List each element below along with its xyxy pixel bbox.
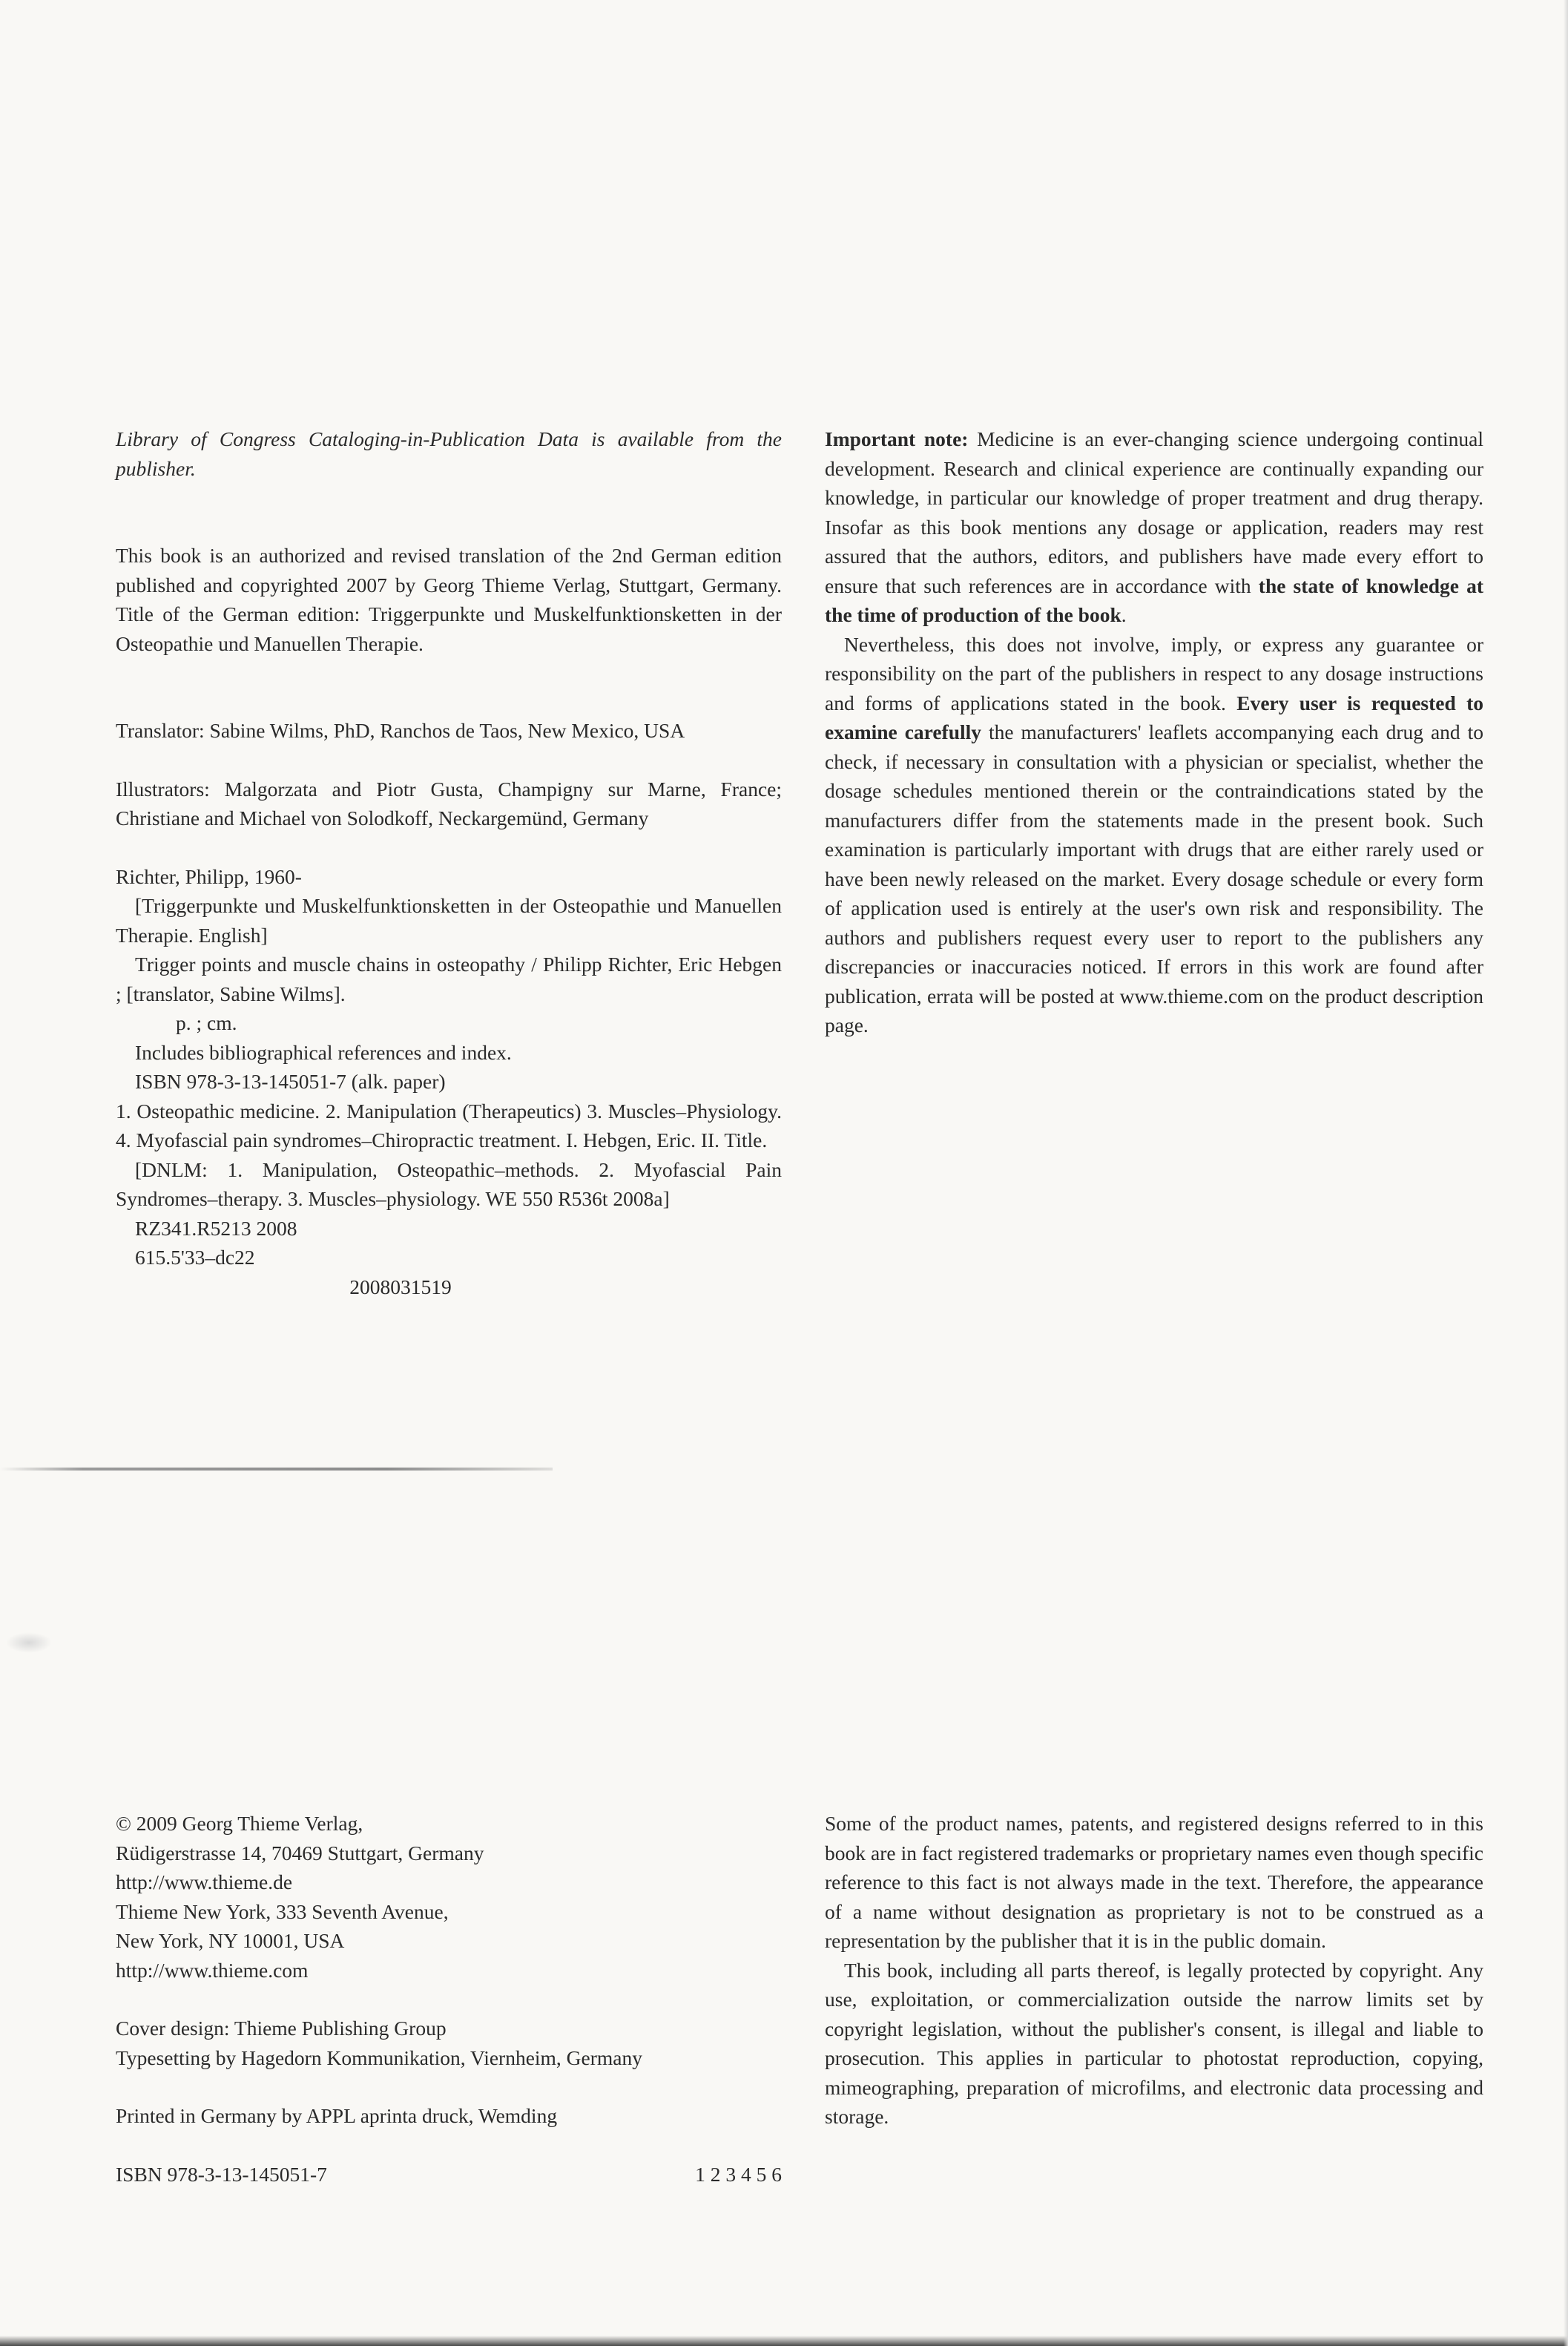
cip-physical	[116, 1008, 782, 1038]
copyright-block	[116, 1809, 782, 1985]
copyright-line: New York, NY 10001, USA	[116, 1929, 345, 1952]
copyright-protection-paragraph: This book, including all parts thereof, is legally protected by copyright. Any use, exploitation, or commercialization outside the narrow limits set by copyright legislation, without the publisher's consent, is illegal and liable to prosecution. This applies in particular to photostat reproduction, copying, mimeographing, preparation of microfilms, and electronic data processing and storage.	[825, 1958, 1483, 2128]
copyright-line: http://www.thieme.com	[116, 1958, 309, 1982]
cip-lc-class: RZ341.R5213 2008	[135, 1216, 297, 1240]
loc-note: Library of Congress Cataloging-in-Publication Data is available from the publisher.	[116, 427, 782, 480]
print-run: 1 2 3 4 5 6	[695, 2162, 782, 2186]
important-note-column	[825, 424, 1483, 1040]
important-note-text: Medicine is an ever-changing science undergoing continual development. Research and clinical experience are continually expanding our knowledge, in particular our knowledge of proper treatment and drug therapy. Insofar as this book mentions any dosage or application, readers may rest assured that the authors, editors, and publishers have made every effort to ensure that such references are in accordance with	[825, 427, 1483, 597]
important-note-label: Important note:	[825, 427, 969, 450]
nevertheless-rest: the manufacturers' leaflets accompanying each drug and to check, if necessary in consultation with a physician or specialist, whether the dosage schedules mentioned therein or the contraindications stated by the manufacturers differ from the statements made in the present book. Such examination is particularly important with drugs that are either rarely used or have been newly released on the market. Every dosage schedule or every form of application used is entirely at the user's own risk and responsibility. The authors and publishers request every user to report to the publishers any discrepancies or inaccuracies noticed. If errors in this work are found after publication, errata will be posted at www.thieme.com on the product description page.	[825, 720, 1483, 1036]
important-note	[825, 424, 1483, 630]
copyright-line: Rüdigerstrasse 14, 70469 Stuttgart, Germany	[116, 1841, 484, 1864]
translation-note: This book is an authorized and revised translation of the 2nd German edition published and copyrighted 2007 by Georg Thieme Verlag, Stuttgart, Germany. Title of the German edition: Triggerpunkte und Muskelfunktionsketten in der Osteopathie und Manuellen Therapie.	[116, 544, 782, 655]
cover-design-credit: Cover design: Thieme Publishing Group	[116, 2017, 447, 2040]
page-side-edge	[1564, 0, 1568, 2346]
important-note-period: .	[1121, 603, 1127, 626]
cip-dewey: 615.5'33–dc22	[135, 1246, 255, 1269]
page-smudge	[6, 1632, 52, 1653]
cip-dnlm: [DNLM: 1. Manipulation, Osteopathic–methods. 2. Myofascial Pain Syndromes–therapy. 3. Muscles–physiology. WE 550 R536t 2008a]	[116, 1157, 782, 1210]
divider-line	[0, 1468, 553, 1471]
translator-credit: Translator: Sabine Wilms, PhD, Ranchos de Taos, New Mexico, USA	[116, 719, 685, 742]
copyright-line: © 2009 Georg Thieme Verlag,	[116, 1812, 363, 1835]
imprint-column	[116, 1809, 782, 2189]
copyright-line: Thieme New York, 333 Seventh Avenue,	[116, 1899, 449, 1923]
cip-physical-text: p. ; cm.	[176, 1011, 237, 1034]
nevertheless-bold: Every user is requested to examine carefully	[825, 691, 1483, 743]
trademarks-paragraph: Some of the product names, patents, and registered designs referred to in this book are in fact registered trademarks or proprietary names even though specific reference to this fact is not always made in the text. Therefore, the appearance of a name without designation as proprietary is not to be construed as a representation by the publisher that it is in the public domain.	[825, 1812, 1483, 1952]
copyright-line: http://www.thieme.de	[116, 1870, 293, 1893]
printed-credit: Printed in Germany by APPL aprinta druck, Wemding	[116, 2104, 558, 2127]
cip-title: Trigger points and muscle chains in osteopathy / Philipp Richter, Eric Hebgen ; [translator, Sabine Wilms].	[116, 953, 782, 1005]
important-note-bold-end: the state of knowledge at the time of production of the book	[825, 574, 1483, 626]
illustrators-credit: Illustrators: Malgorzata and Piotr Gusta, Champigny sur Marne, France; Christiane and Michael von Solodkoff, Neckargemünd, Germany	[116, 777, 782, 829]
legal-column	[825, 1809, 1483, 2132]
page-bottom-edge	[0, 2336, 1568, 2346]
cip-notes: Includes bibliographical references and index.	[135, 1040, 512, 1064]
typesetting-credit: Typesetting by Hagedorn Kommunikation, Viernheim, Germany	[116, 2046, 643, 2069]
cip-column	[116, 424, 782, 1301]
nevertheless-start: Nevertheless, this does not involve, imply, or express any guarantee or responsibility on the part of the publishers in respect to any dosage instructions and forms of applications stated in the book.	[825, 632, 1483, 714]
cip-author: Richter, Philipp, 1960-	[116, 864, 302, 888]
isbn: ISBN 978-3-13-145051-7	[116, 2162, 327, 2186]
nevertheless-paragraph	[825, 630, 1483, 1040]
cip-uniform-title: [Triggerpunkte und Muskelfunktionsketten in der Osteopathie und Manuellen Therapie. English]	[116, 894, 782, 947]
cip-subjects: 1. Osteopathic medicine. 2. Manipulation (Therapeutics) 3. Muscles–Physiology. 4. Myofascial pain syndromes–Chiropractic treatment. I. Hebgen, Eric. II. Title.	[116, 1099, 782, 1151]
cip-control-number: 2008031519	[349, 1275, 452, 1298]
isbn-row	[116, 2160, 782, 2189]
cip-isbn: ISBN 978-3-13-145051-7 (alk. paper)	[135, 1070, 446, 1093]
